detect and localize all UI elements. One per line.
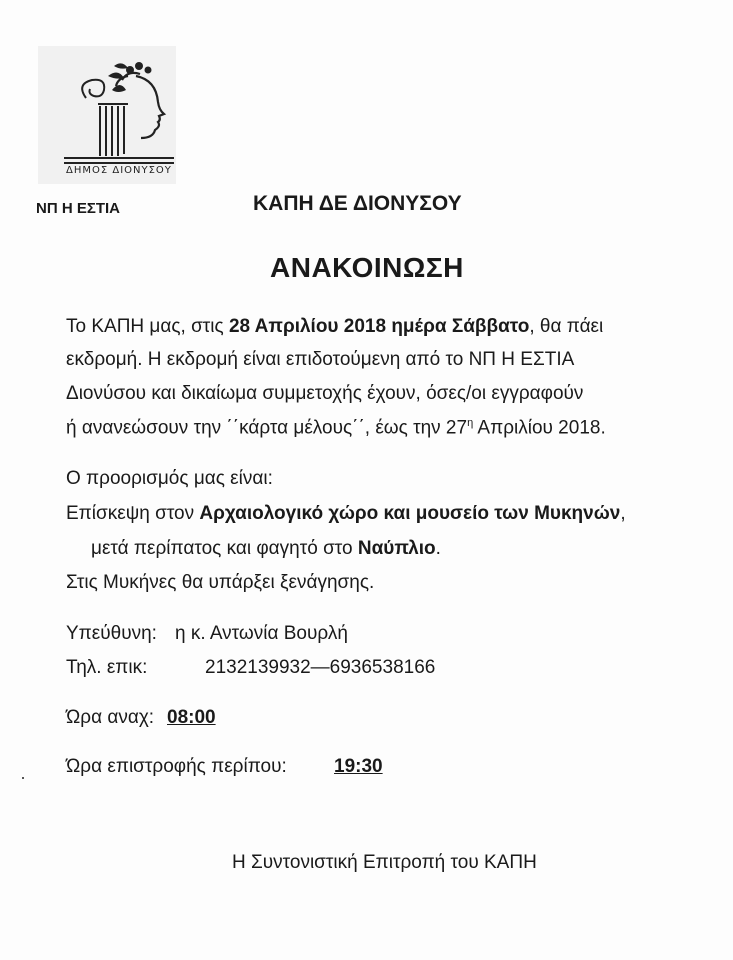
organization-name: ΝΠ Η ΕΣΤΙΑ — [36, 200, 121, 217]
destination-line-2: Επίσκεψη στον Αρχαιολογικό χώρο και μουσείο των Μυκηνών, — [66, 503, 626, 524]
destination-heading: Ο προορισμός μας είναι: — [66, 468, 273, 489]
announcement-title: ΑΝΑΚΟΙΝΩΣΗ — [270, 252, 464, 283]
return-label: Ώρα επιστροφής περίπου: — [66, 756, 287, 777]
speck — [22, 777, 24, 779]
logo — [38, 46, 176, 184]
phone-label: Τηλ. επικ: — [66, 657, 148, 678]
signature: Η Συντονιστική Επιτροπή του ΚΑΠΗ — [232, 852, 537, 873]
return-time: 19:30 — [334, 756, 383, 777]
intro-line-1: Το ΚΑΠΗ μας, στις 28 Απριλίου 2018 ημέρα Σάββατο, θα πάει — [66, 316, 604, 337]
intro-line-4: ή ανανεώσουν την ΄΄κάρτα μέλους΄΄, έως την $27^\eta$ Απριλίου 2018. — [66, 417, 606, 439]
responsible-value: η κ. Αντωνία Βουρλή — [175, 623, 348, 644]
responsible-label: Υπεύθυνη: — [66, 623, 157, 644]
header-title: ΚΑΠΗ ΔΕ ΔΙΟΝΥΣΟΥ — [253, 192, 462, 215]
dionysus-head-emblem-icon — [38, 46, 176, 184]
intro-line-2: εκδρομή. Η εκδρομή είναι επιδοτούμενη από το ΝΠ Η ΕΣΤΙΑ — [66, 349, 575, 370]
departure-time: 08:00 — [167, 707, 216, 728]
departure-label: Ώρα αναχ: — [66, 707, 155, 728]
trip-date: 28 Απριλίου 2018 ημέρα Σάββατο — [228, 316, 530, 337]
logo-caption: ΔΗΜΟΣ ΔΙΟΝΥΣΟΥ — [66, 165, 172, 176]
destination-line-4: Στις Μυκήνες θα υπάρξει ξενάγησης. — [66, 572, 375, 593]
phone-value: 2132139932—6936538166 — [205, 657, 436, 678]
intro-line-3: Διονύσου και δικαίωμα συμμετοχής έχουν, όσες/οι εγγραφούν — [66, 383, 584, 404]
destination-line-3: μετά περίπατος και φαγητό στο Ναύπλιο. — [91, 538, 441, 559]
